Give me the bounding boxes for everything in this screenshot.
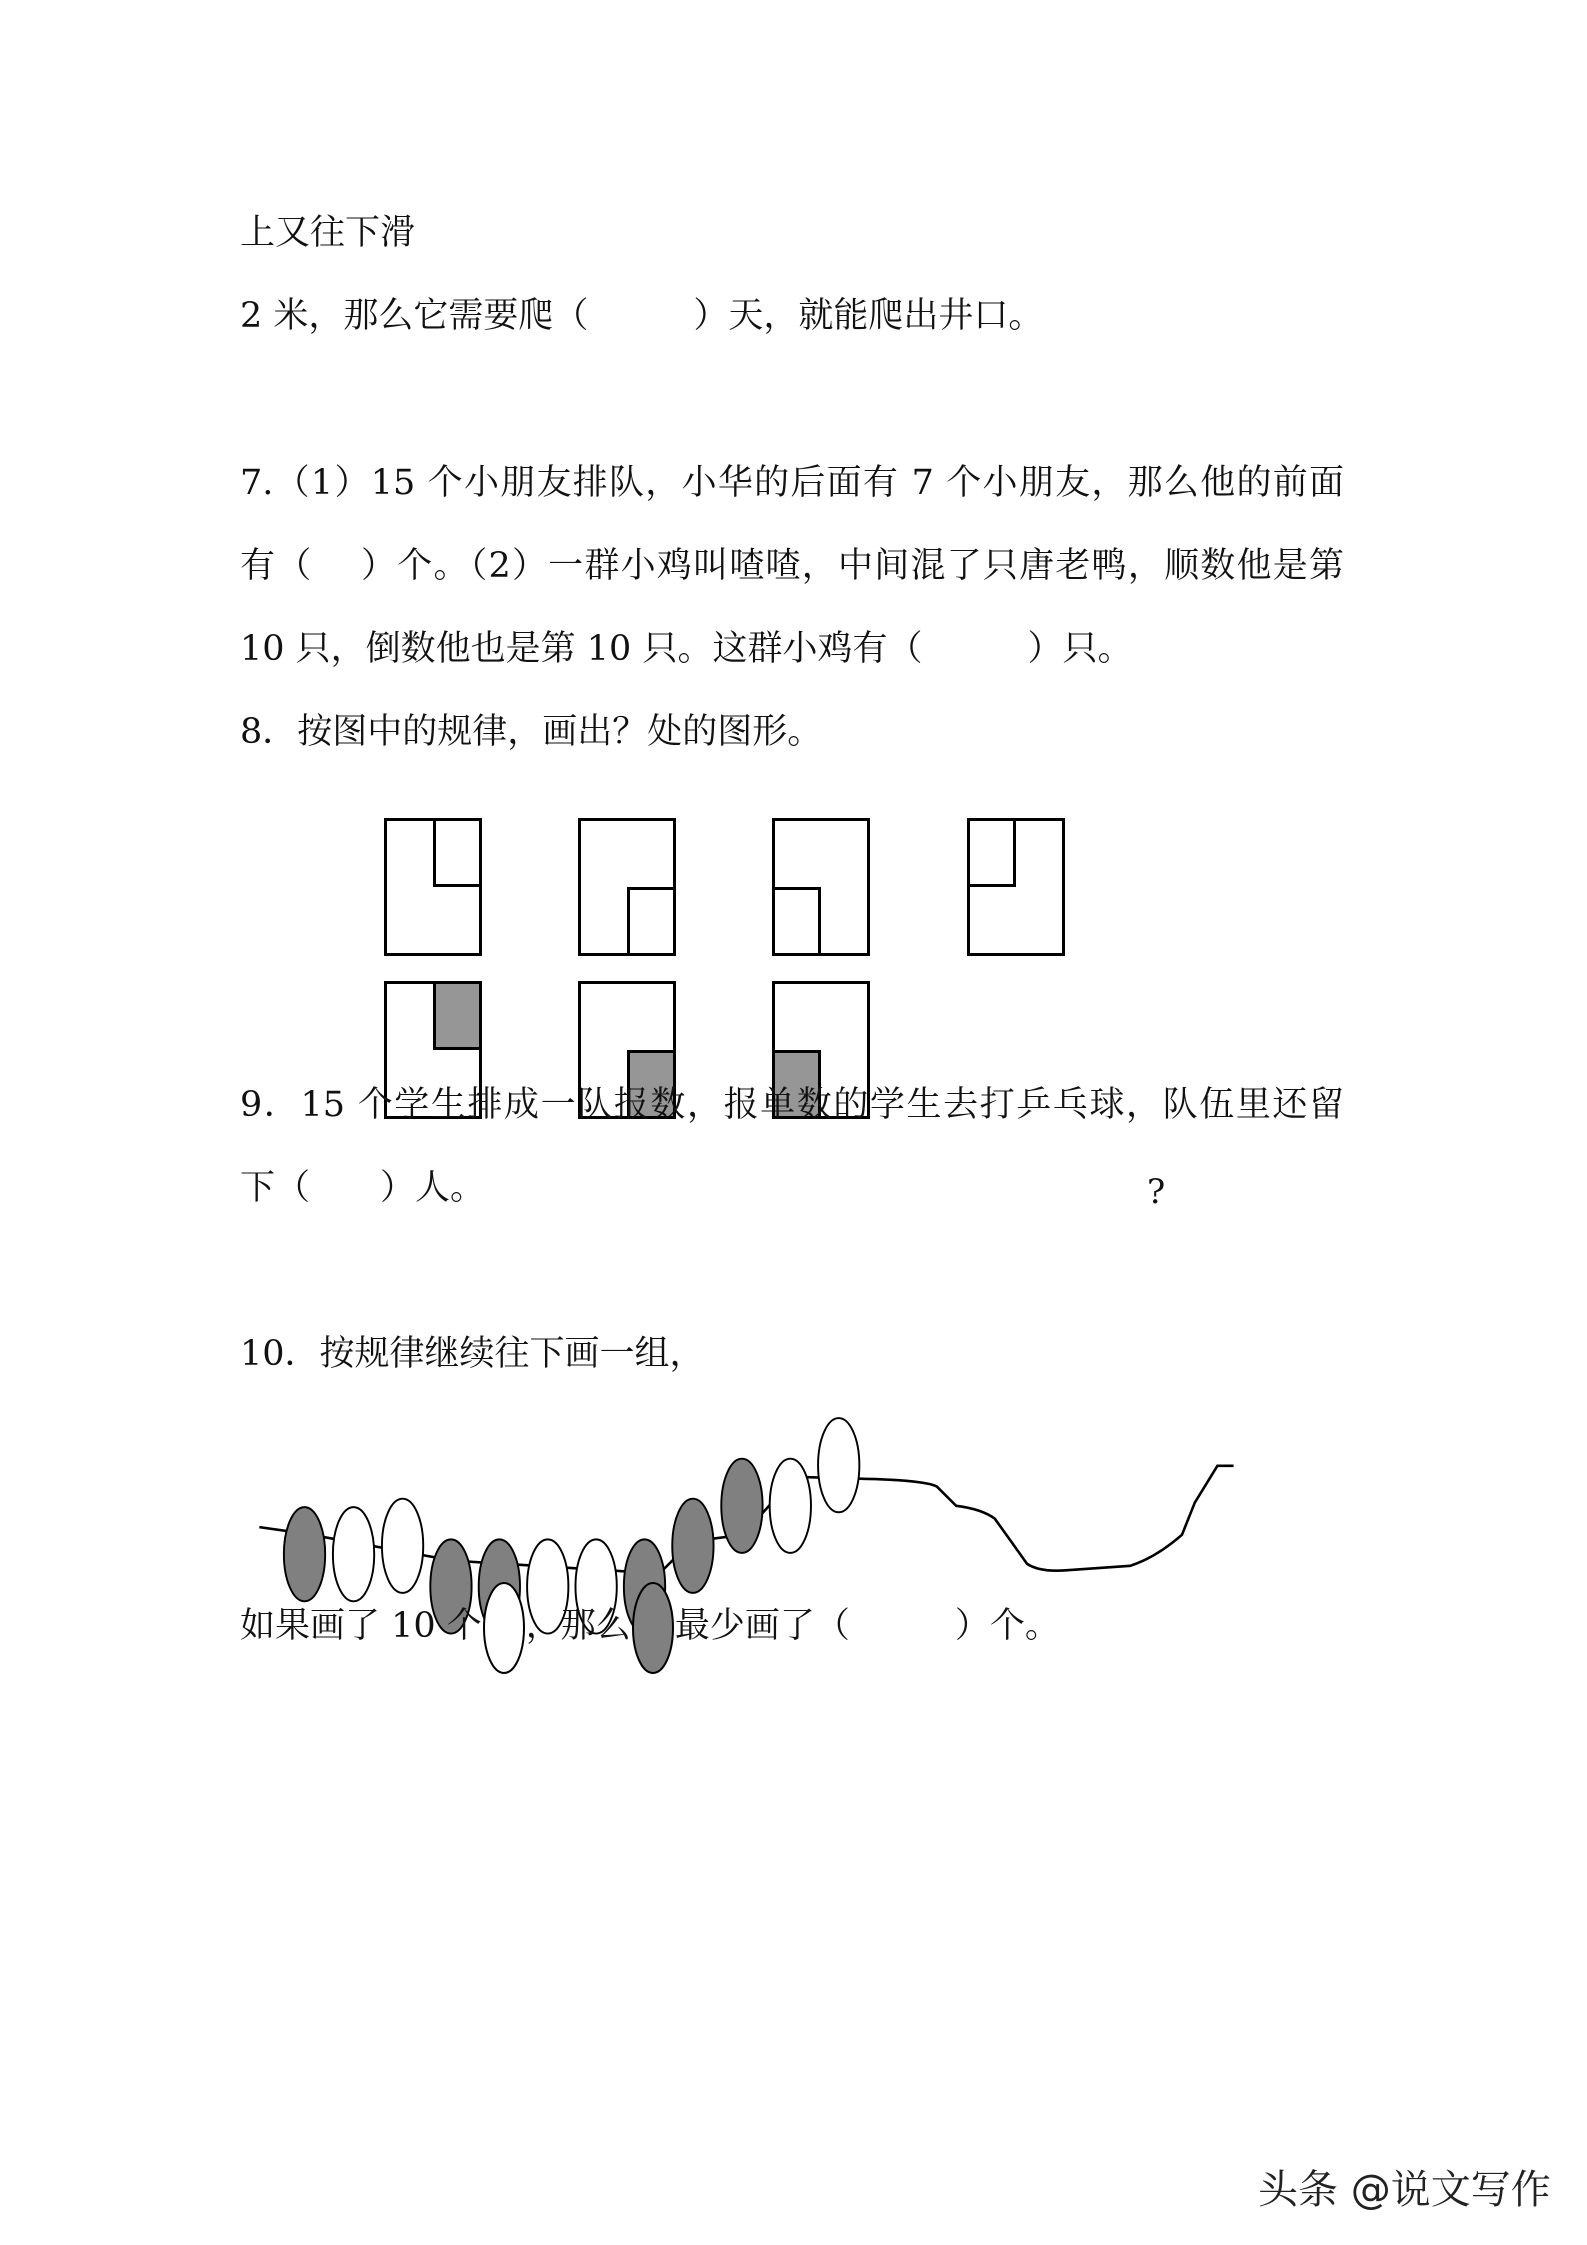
question-7-line-3: 10 只，倒数他也是第 10 只。这群小鸡有（ ）只。	[240, 629, 1133, 669]
question-9-line-1: 9．15 个学生排成一队报数，报单数的学生去打乒乓球，队伍里还留	[240, 1085, 1344, 1125]
pattern-square-4	[967, 818, 1065, 956]
question-7-line-1: 7.（1）15 个小朋友排队，小华的后面有 7 个小朋友，那么他的前面	[240, 463, 1344, 503]
question-8: 8．按图中的规律，画出？处的图形。	[240, 712, 823, 752]
answer-text-b: ，那么	[525, 1606, 631, 1646]
text-line: 2 米，那么它需要爬（ ）天，就能爬出井口。	[240, 296, 1044, 336]
question-10: 10．按规律继续往下画一组，	[240, 1334, 705, 1374]
white-bead	[770, 1459, 811, 1553]
watermark: 头条 @说文写作	[1258, 2167, 1551, 2213]
answer-text-c: 最少画了（ ）个。	[674, 1606, 1060, 1646]
pattern-square-1	[384, 818, 482, 956]
text-line: 上又往下滑	[240, 213, 416, 253]
question-9-line-2: 下（ ）人。	[240, 1168, 486, 1208]
gray-bead-icon	[631, 1580, 675, 1676]
question-10-answer	[240, 1578, 1060, 1676]
answer-text-a: 如果画了 10 个	[240, 1606, 482, 1646]
pattern-square-3	[772, 818, 870, 956]
white-bead-icon	[482, 1580, 526, 1676]
white-bead	[818, 1418, 859, 1512]
question-mark: ?	[1147, 1172, 1166, 1212]
question-7-line-2: 有（ ）个。（2）一群小鸡叫喳喳，中间混了只唐老鸭，顺数他是第	[240, 546, 1344, 586]
pattern-square-2	[578, 818, 676, 956]
gray-bead	[721, 1459, 762, 1553]
